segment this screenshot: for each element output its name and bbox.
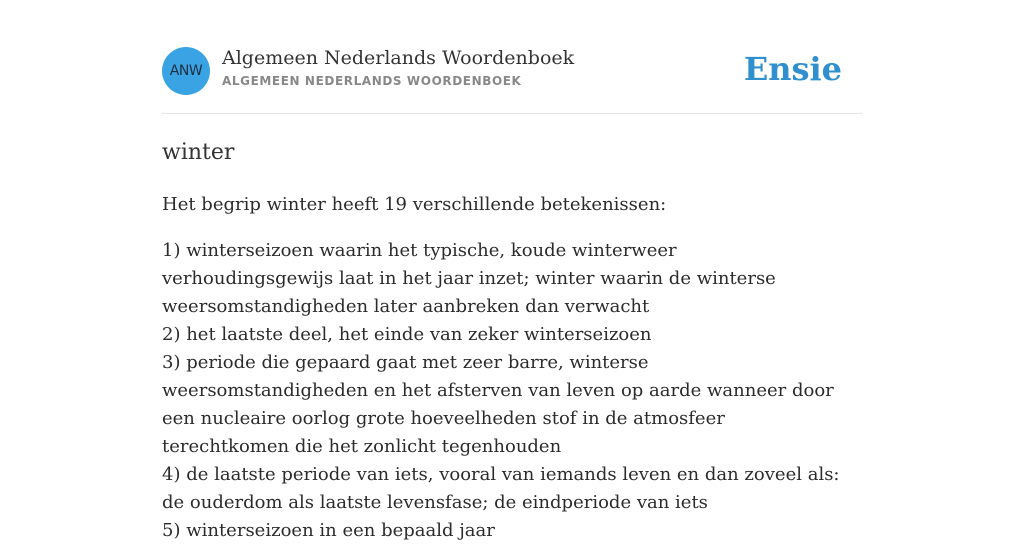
ensie-brand-link[interactable]: Ensie: [743, 50, 842, 88]
definition-item: 2) het laatste deel, het einde van zeker winterseizoen: [162, 324, 652, 345]
source-title[interactable]: Algemeen Nederlands Woordenboek: [222, 47, 575, 69]
entry-word: winter: [162, 140, 235, 165]
anw-logo[interactable]: [162, 47, 210, 95]
definition-item: 1) winterseizoen waarin het typische, koude winterweer verhoudingsgewijs laat in het jaar inzet; winter waarin de winterse weersomstandigheden later aanbreken dan verwacht: [162, 240, 776, 317]
entry-intro: Het begrip winter heeft 19 verschillende betekenissen:: [162, 194, 667, 215]
source-subtitle: ALGEMEEN NEDERLANDS WOORDENBOEK: [222, 74, 522, 88]
source-titles: [222, 46, 574, 88]
page: [162, 0, 862, 545]
definitions-list: [162, 237, 852, 545]
logo-text: ANW: [169, 63, 203, 79]
definition-item: 4) de laatste periode van iets, vooral van iemands leven en dan zoveel als: de ouderdom als laatste levensfase; de eindperiode van iets: [162, 464, 840, 513]
definition-item: 3) periode die gepaard gaat met zeer barre, winterse weersomstandigheden en het afsterven van leven op aarde wanneer door een nucleaire oorlog grote hoeveelheden stof in de atmosfeer terechtkomen die het zonlicht tegenhouden: [162, 352, 834, 457]
header: [162, 46, 862, 114]
definition-item: 5) winterseizoen in een bepaald jaar: [162, 520, 495, 541]
